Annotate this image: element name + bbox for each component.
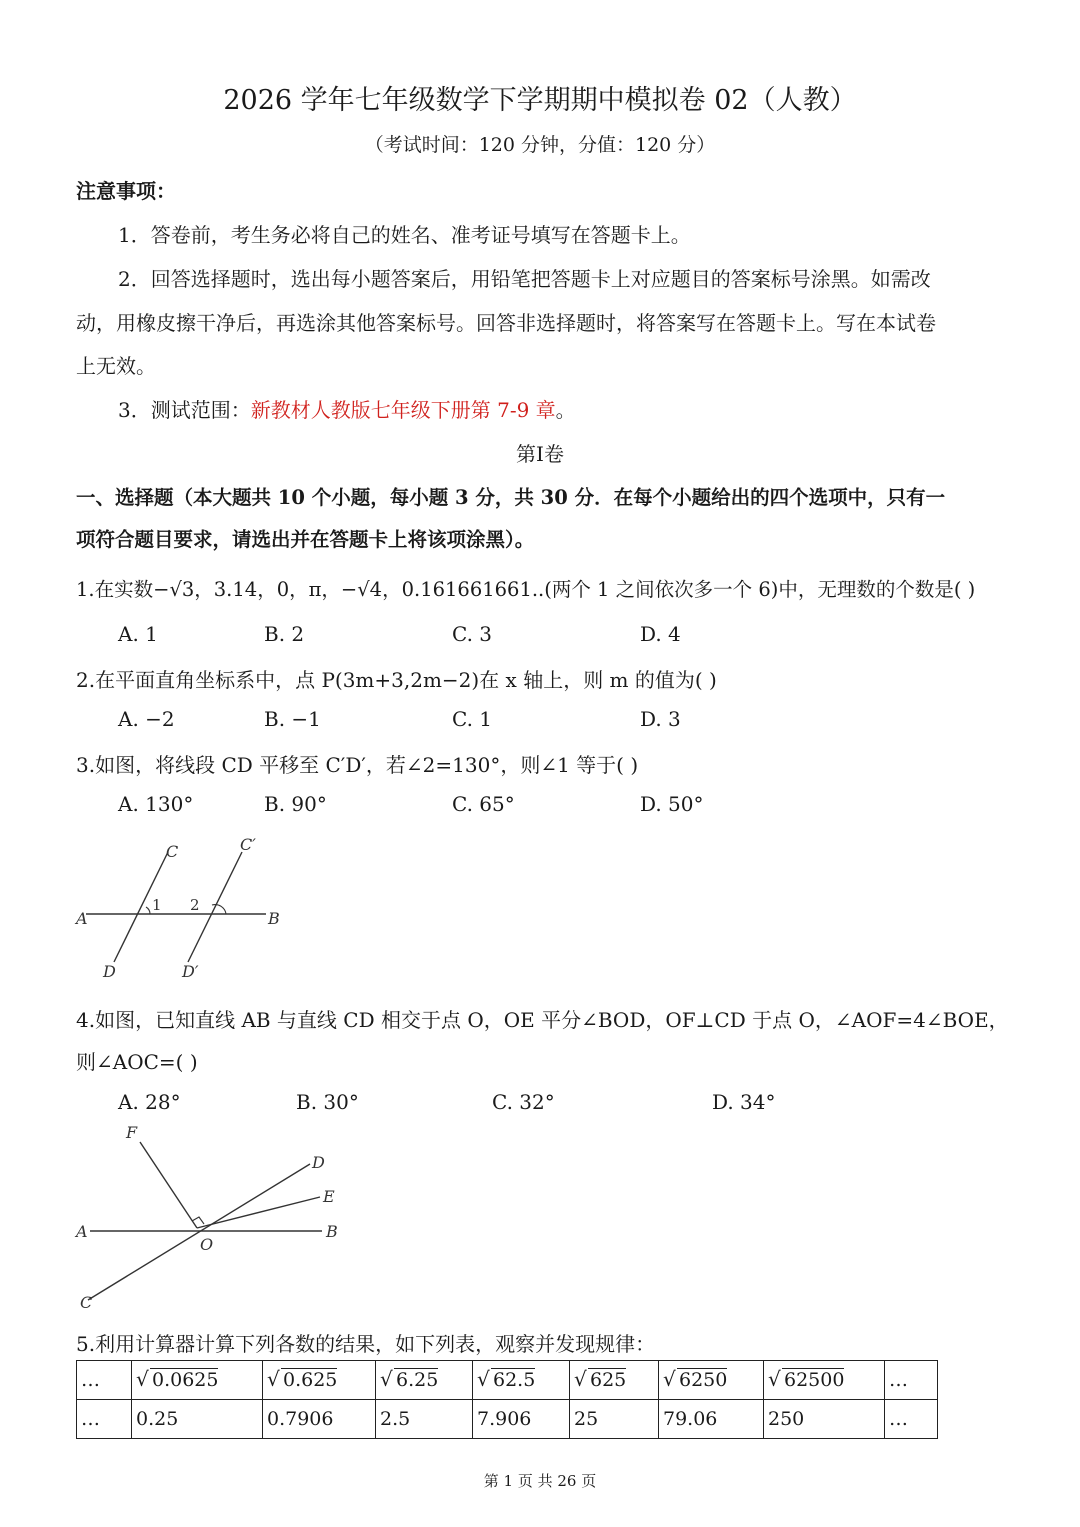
label-e: E	[323, 1187, 335, 1206]
table-cell	[764, 1361, 885, 1400]
label-angle-1: 1	[152, 896, 162, 914]
table-cell: 25	[570, 1400, 659, 1439]
table-cell: …	[885, 1400, 938, 1439]
question-4-stem-line-1: 4.如图，已知直线 AB 与直线 CD 相交于点 O，OE 平分∠BOD，OF⊥CD 于点 O，∠AOF=4∠BOE，	[76, 1008, 1009, 1032]
question-4-stem-line-2: 则∠AOC=( )	[76, 1050, 198, 1074]
label-d: D	[103, 962, 116, 981]
label-d-prime: D′	[182, 962, 199, 981]
table-cell: …	[77, 1361, 132, 1400]
volume-label: 第Ⅰ卷	[516, 442, 564, 466]
notice-heading: 注意事项：	[76, 179, 176, 203]
question-2-option-a: A. −2	[118, 707, 175, 731]
ray-of	[140, 1142, 197, 1228]
table-cell: 2.5	[376, 1400, 473, 1439]
question-1-option-d: D. 4	[640, 622, 681, 646]
question-3-option-d: D. 50°	[640, 792, 704, 816]
notice-item-3-suffix: 。	[555, 398, 576, 422]
radicand: 62.5	[493, 1369, 536, 1391]
question-1-option-a: A. 1	[118, 622, 158, 646]
notice-item-3	[118, 394, 576, 423]
table-cell: 7.906	[473, 1400, 570, 1439]
question-5-stem: 5.利用计算器计算下列各数的结果，如下列表，观察并发现规律：	[76, 1332, 656, 1356]
question-2-option-b: B. −1	[264, 707, 321, 731]
question-3-option-c: C. 65°	[452, 792, 515, 816]
question-4-option-a: A. 28°	[118, 1090, 181, 1114]
notice-item-3-prefix: 3．测试范围：	[118, 398, 251, 422]
angle-1-arc	[146, 907, 150, 914]
radicand: 6250	[679, 1369, 728, 1391]
question-2-option-d: D. 3	[640, 707, 681, 731]
table-cell	[376, 1361, 473, 1400]
label-c-prime: C′	[240, 835, 256, 854]
radicand: 0.0625	[152, 1369, 219, 1391]
exam-info: （考试时间：120 分钟，分值：120 分）	[364, 134, 716, 156]
radicand: 62500	[784, 1369, 845, 1391]
question-5-table	[76, 1360, 938, 1439]
label-d: D	[312, 1153, 325, 1172]
question-3-option-a: A. 130°	[118, 792, 194, 816]
question-2-option-c: C. 1	[452, 707, 493, 731]
test-range: 新教材人教版七年级下册第 7-9 章	[250, 398, 556, 422]
table-cell: …	[77, 1400, 132, 1439]
label-a: A	[76, 1222, 88, 1241]
table-cell: 0.25	[132, 1400, 263, 1439]
radicand: 625	[590, 1369, 627, 1391]
label-b: B	[268, 909, 280, 928]
radicand: 0.625	[283, 1369, 338, 1391]
section-1-heading-line-1: 一、选择题（本大题共 10 个小题，每小题 3 分，共 30 分．在每个小题给出的四个选项中，只有一	[76, 486, 946, 509]
label-o: O	[200, 1235, 214, 1254]
question-1-stem: 1.在实数−√3，3.14，0，π，−√4，0.161661661..(两个 1 之间依次多一个 6)中，无理数的个数是( )	[76, 578, 976, 601]
table-cell: 0.7906	[263, 1400, 376, 1439]
question-3-stem: 3.如图，将线段 CD 平移至 C′D′，若∠2=130°，则∠1 等于( )	[76, 753, 639, 777]
notice-item-2-line-2: 动，用橡皮擦干净后，再选涂其他答案标号。回答非选择题时，将答案写在答题卡上。写在本试卷	[76, 311, 936, 335]
label-b: B	[326, 1222, 338, 1241]
question-4-option-d: D. 34°	[712, 1090, 776, 1114]
section-1-heading-line-2: 项符合题目要求，请选出并在答题卡上将该项涂黑）。	[76, 528, 535, 551]
line-cd	[88, 1164, 310, 1300]
question-3-figure	[70, 830, 310, 990]
table-cell	[473, 1361, 570, 1400]
label-c: C	[80, 1293, 93, 1312]
question-4-option-c: C. 32°	[492, 1090, 555, 1114]
table-cell: 250	[764, 1400, 885, 1439]
notice-item-1: 1．答卷前，考生务必将自己的姓名、准考证号填写在答题卡上。	[118, 223, 691, 247]
label-f: F	[126, 1123, 138, 1142]
label-angle-2: 2	[190, 896, 200, 914]
question-4-option-b: B. 30°	[296, 1090, 359, 1114]
table-cell	[659, 1361, 764, 1400]
question-2-stem: 2.在平面直角坐标系中，点 P(3m+3,2m−2)在 x 轴上，则 m 的值为( )	[76, 668, 717, 692]
table-cell	[570, 1361, 659, 1400]
notice-item-2-line-3: 上无效。	[76, 354, 156, 378]
table-cell: …	[885, 1361, 938, 1400]
label-a: A	[76, 909, 88, 928]
table-cell	[132, 1361, 263, 1400]
question-1-option-b: B. 2	[264, 622, 305, 646]
table-cell	[263, 1361, 376, 1400]
radicand: 6.25	[396, 1369, 439, 1391]
question-3-option-b: B. 90°	[264, 792, 327, 816]
table-row	[77, 1361, 938, 1400]
ray-oe	[197, 1197, 320, 1228]
question-4-figure	[70, 1120, 360, 1320]
question-1-option-c: C. 3	[452, 622, 493, 646]
page-number: 第 1 页 共 26 页	[483, 1472, 597, 1490]
table-cell: 79.06	[659, 1400, 764, 1439]
label-c: C	[166, 842, 179, 861]
page-title: 2026 学年七年级数学下学期期中模拟卷 02（人教）	[223, 85, 857, 116]
notice-item-2-line-1: 2．回答选择题时，选出每小题答案后，用铅笔把答题卡上对应题目的答案标号涂黑。如需改	[118, 267, 931, 291]
table-row	[77, 1400, 938, 1439]
